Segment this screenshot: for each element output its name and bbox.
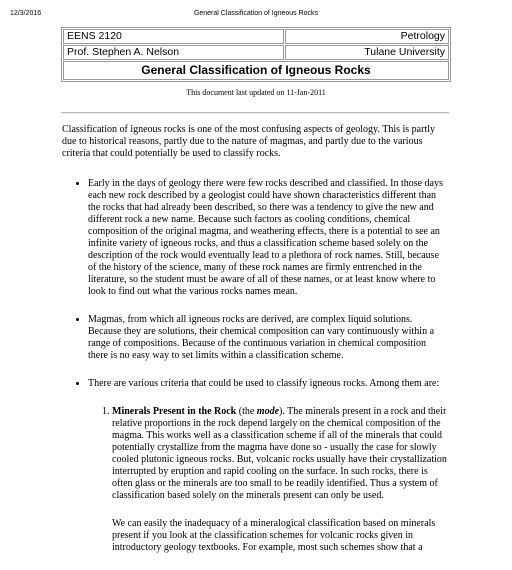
- header-table: [61, 27, 451, 82]
- criteria-paragraph-2: We can easily the inadequacy of a mineralogical classification based on minerals present if you look at the classification schemes for volcanic rocks given in introductory geology textbooks. For example, most such schemes show that a: [112, 518, 436, 553]
- intro-paragraph: Classification of igneous rocks is one of the most confusing aspects of geology. This is partly due to historical reasons, partly due to the nature of magmas, and partly due to the various criteria that could potentially be used to classify rocks.: [62, 124, 435, 159]
- criteria-paren-close: ).: [279, 406, 285, 417]
- last-updated-note: This document last updated on 11-Jan-2011: [186, 88, 326, 97]
- criteria-paren-open: (the: [236, 406, 257, 417]
- document-title: General Classification of Igneous Rocks: [63, 61, 449, 80]
- bullet-item-magmas: • Magmas, from which all igneous rocks are derived, are complex liquid solutions. Because they are solutions, their chemical composition can vary continuously within a range of compositions. Because of the continuous variation in chemical composition there is no easy way to set limits within a classification scheme.: [88, 314, 448, 362]
- horizontal-rule: [61, 112, 449, 114]
- course-cell: EENS 2120: [63, 29, 284, 44]
- criteria-heading: Minerals Present in the Rock: [112, 406, 237, 417]
- university-cell: Tulane University: [285, 45, 449, 60]
- bullet-list: [62, 178, 448, 554]
- criteria-intro: There are various criteria that could be used to classify igneous rocks. Among them are:: [88, 378, 440, 389]
- print-title: General Classification of Igneous Rocks: [193, 10, 319, 17]
- subject-cell: Petrology: [285, 29, 449, 44]
- criteria-list: [88, 406, 448, 554]
- bullet-item-criteria: [88, 378, 448, 554]
- bullet-item-history: • Early in the days of geology there were few rocks described and classified. In those days each new rock described by a geologist could have shown characteristics different than the rocks that had already been described, so there was a tendency to give the new and different rock a new name. Because such factors as cooling conditions, chemical composition of the original magma, and weathering effects, there is a potential to see an infinite variety of igneous rocks, and thus a classification scheme based solely on the description of the rock would eventually lead to a plethora of rock names. Still, because of the history of the science, many of these rock names are firmly entrenched in the literature, so the student must be aware of all of these names, or at least know where to look to find out what the various rocks names mean.: [88, 178, 448, 298]
- print-date: 12/3/2016: [10, 10, 42, 17]
- criteria-text: The minerals present in a rock and their relative proportions in the rock depend largely on the chemical composition of the magma. This works well as a classification scheme if all of the minerals that could potentially crystallize from the magma have done so - usually the case for slowly cooled plutonic igneous rocks. But, volcanic rocks usually have their crystallization interrupted by eruption and rapid cooling on the surface. In such rocks, there is often glass or the minerals are too small to be readily identified. Thus a system of classification based solely on the minerals present can only be used.: [112, 406, 447, 501]
- criteria-term: mode: [256, 406, 280, 417]
- criteria-item-minerals: [112, 406, 448, 554]
- professor-cell: Prof. Stephen A. Nelson: [63, 45, 284, 60]
- main-content: [62, 124, 448, 570]
